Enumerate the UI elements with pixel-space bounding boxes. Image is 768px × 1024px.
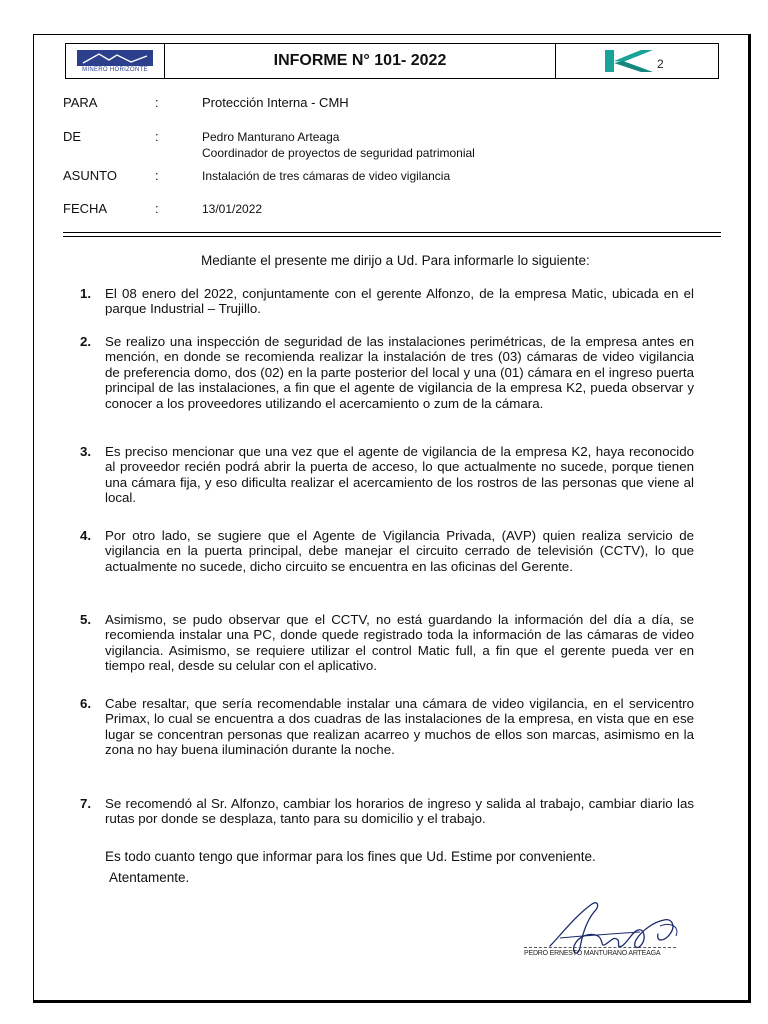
list-item (80, 796, 694, 827)
meta-value (202, 129, 475, 161)
meta-para (63, 95, 349, 111)
k2-logo-icon (601, 48, 673, 74)
meta-label: FECHA (63, 201, 108, 216)
sender-name: Pedro Manturano Arteaga (202, 130, 340, 144)
sender-role: Coordinador de proyectos de seguridad patrimonial (202, 146, 475, 160)
item-text: El 08 enero del 2022, conjuntamente con el gerente Alfonzo, de la empresa Matic, ubicada en el parque Industrial – Trujillo. (105, 286, 694, 317)
item-number: 2. (80, 334, 92, 349)
item-text: Se realizo una inspección de seguridad de las instalaciones perimétricas, de la empresa antes en mención, en donde se recomienda realizar la instalación de tres (03) cámaras de video vigilancia de preferencia domo, dos (02) en la parte posterior del local y una (01) cámara en el ingreso puerta principal de las instalaciones, a fin que el agente de vigilancia de la empresa K2, pueda observar y conocer a los proveedores utilizando el acercamiento o zum de la cámara. (105, 334, 694, 411)
mountain-logo-icon (77, 50, 153, 66)
item-text: Se recomendó al Sr. Alfonzo, cambiar los horarios de ingreso y salida al trabajo, cambiar diario las rutas por donde se desplaza, tanto para su domicilio y el trabajo. (105, 796, 694, 827)
meta-value: Protección Interna - CMH (202, 95, 349, 110)
report-title: INFORME N° 101- 2022 (165, 44, 556, 78)
item-text: Cabe resaltar, que sería recomendable instalar una cámara de video vigilancia, en el servicentro Primax, lo cual se encuentra a dos cuadras de las instalaciones de la empresa, en vista que en ese lugar se concentran personas que realizan acarreo y muchos de ellos son marcas, asimismo en la zona no hay buena iluminación durante la noche. (105, 696, 694, 758)
k2-logo (556, 44, 718, 78)
item-number: 5. (80, 612, 92, 627)
meta-colon: : (155, 95, 159, 110)
farewell-text: Atentamente. (109, 870, 190, 885)
report-header (65, 43, 719, 79)
meta-asunto (63, 168, 450, 184)
signature-line (524, 947, 676, 948)
item-text: Es preciso mencionar que una vez que el agente de vigilancia de la empresa K2, haya reconocido al proveedor recién podrá abrir la puerta de acceso, lo que actualmente no sucede, porque tienen una cámara fija, y eso dificulta realizar el acercamiento de los rostros de las personas que viene al local. (105, 444, 694, 506)
item-number: 4. (80, 528, 92, 543)
minero-horizonte-logo (66, 44, 165, 78)
item-number: 1. (80, 286, 92, 301)
meta-label: PARA (63, 95, 98, 110)
list-item (80, 612, 694, 674)
logo-text: MINERO HORIZONTE (82, 66, 148, 73)
divider-line (63, 232, 721, 233)
meta-value: Instalación de tres cámaras de video vigilancia (202, 169, 451, 183)
meta-de (63, 129, 475, 161)
signatory-name: PEDRO ERNESTO MANTURANO ARTEAGA (524, 950, 661, 957)
divider-line (63, 236, 721, 237)
item-number: 3. (80, 444, 92, 459)
item-number: 6. (80, 696, 92, 711)
meta-fecha (63, 201, 262, 217)
item-text: Por otro lado, se sugiere que el Agente de Vigilancia Privada, (AVP) quien realiza servicio de vigilancia en la puerta principal, debe manejar el circuito cerrado de televisión (CCTV), lo que actualmente no sucede, dicho circuito se encuentra en las oficinas del Gerente. (105, 528, 694, 574)
meta-colon: : (155, 201, 159, 216)
meta-value: 13/01/2022 (202, 202, 263, 216)
meta-colon: : (155, 129, 159, 144)
intro-text: Mediante el presente me dirijo a Ud. Para informarle lo siguiente: (201, 253, 590, 268)
item-number: 7. (80, 796, 92, 811)
list-item (80, 286, 694, 317)
list-item (80, 696, 694, 758)
meta-label: DE (63, 129, 82, 144)
list-item (80, 528, 694, 574)
list-item (80, 334, 694, 411)
list-item (80, 444, 694, 506)
meta-label: ASUNTO (63, 168, 117, 183)
closing-text: Es todo cuanto tengo que informar para los fines que Ud. Estime por conveniente. (105, 849, 596, 864)
svg-text:2: 2 (657, 57, 664, 71)
meta-colon: : (155, 168, 159, 183)
item-text: Asimismo, se pudo observar que el CCTV, no está guardando la información del día a día, se recomienda instalar una PC, donde quede registrado toda la información de las cámaras de video vigilancia. Asimismo, se requiere utilizar el control Matic full, a fin que el gerente pueda ver en tiempo real, desde su celular con el aplicativo. (105, 612, 694, 674)
